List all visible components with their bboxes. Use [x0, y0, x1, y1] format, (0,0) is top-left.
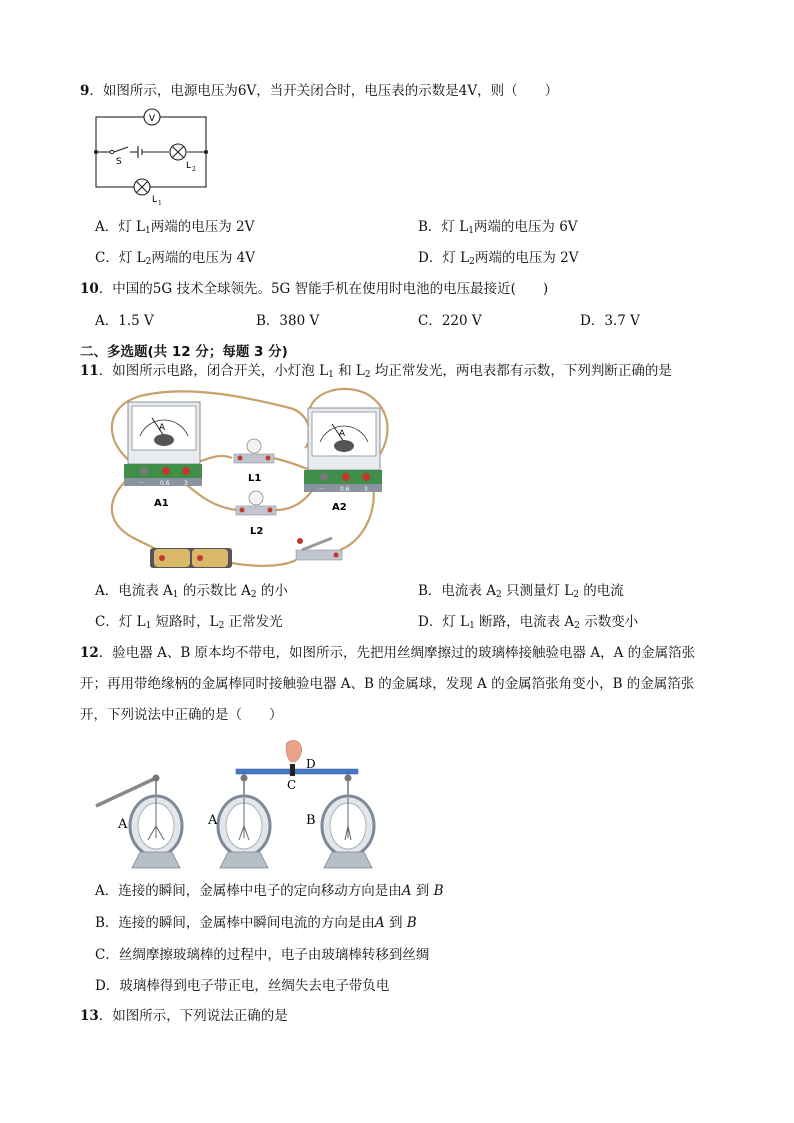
- a1-scale-max: 3: [184, 480, 188, 487]
- q12-electroscope-diagram: [90, 738, 390, 873]
- a1-scale-mid: 0.6: [160, 480, 170, 487]
- question-number: 12: [80, 645, 99, 661]
- a1-scale-min: －: [138, 480, 145, 487]
- switch-label: S: [116, 157, 122, 167]
- q9-circuit-diagram: [90, 106, 220, 206]
- q11-option-c[interactable]: C．灯 $L_1$ 短路时，$L_2$ 正常发光: [95, 614, 283, 631]
- question-9-stem: [80, 81, 558, 101]
- q9-option-b[interactable]: B．灯 $L_1$两端的电压为 6V: [418, 219, 578, 236]
- a2-scale-min: －: [318, 486, 325, 493]
- label-a-mid: A: [208, 813, 218, 828]
- label-b: B: [306, 813, 316, 828]
- a2-label: A2: [332, 502, 347, 513]
- electroscope-a-left-icon: [130, 775, 182, 869]
- question-10-stem: [80, 279, 548, 299]
- label-d: D: [306, 757, 316, 771]
- label-a-left: A: [118, 817, 128, 832]
- q12-option-a[interactable]: A．连接的瞬间，金属棒中电子的定向移动方向是由A 到 B: [95, 883, 444, 899]
- voltmeter-label: V: [148, 114, 156, 124]
- q11-option-a[interactable]: A．电流表 $A_1$ 的示数比 $A_2$ 的小: [95, 583, 288, 600]
- question-number: 10: [80, 281, 99, 297]
- question-text: ．中国的5G 技术全球领先。5G 智能手机在使用时电池的电压最接近( ): [98, 281, 549, 297]
- a2-scale-mid: 0.6: [340, 486, 350, 493]
- lamp1-subscript: 1: [158, 200, 162, 207]
- ammeter-a2-icon: [304, 408, 382, 492]
- lamp2-label: L: [186, 161, 192, 171]
- lamp-l2-icon: [236, 491, 276, 515]
- q9-option-d[interactable]: D．灯 $L_2$两端的电压为 2V: [418, 250, 579, 267]
- question-11-stem: 11．如图所示电路，闭合开关，小灯泡 $L_1$ 和 $L_2$ 均正常发光，两电表都有示数，下列判断正确的是: [80, 363, 672, 380]
- a2-scale-max: 3: [364, 486, 368, 493]
- q10-option-d[interactable]: D．3.7 V: [580, 313, 640, 329]
- q11-circuit-photo: [100, 388, 400, 573]
- lamp1-label: L: [152, 195, 158, 205]
- a1-meter-letter: A: [158, 423, 166, 433]
- label-c: C: [287, 778, 297, 792]
- question-number: 11: [80, 363, 99, 379]
- lamp-l1-icon: [234, 439, 274, 463]
- question-text: ．如图所示，电源电压为6V，当开关闭合时，电压表的示数是4V，则（ ）: [89, 83, 559, 99]
- q10-option-b[interactable]: B．380 V: [256, 313, 320, 329]
- lamp2-subscript: 2: [192, 166, 196, 173]
- battery-icon: [150, 548, 232, 568]
- a2-meter-letter: A: [338, 429, 346, 439]
- q12-option-c[interactable]: C．丝绸摩擦玻璃棒的过程中，电子由玻璃棒转移到丝绸: [95, 947, 430, 963]
- a1-label: A1: [154, 498, 169, 509]
- ammeter-a1-icon: [124, 402, 202, 486]
- q10-option-a[interactable]: A．1.5 V: [95, 313, 154, 329]
- q12-option-b[interactable]: B．连接的瞬间，金属棒中瞬间电流的方向是由A 到 B: [95, 915, 417, 931]
- switch-icon: [296, 538, 342, 560]
- question-12-stem-line2: 开；再用带绝缘柄的金属棒同时接触验电器 A、B 的金属球，发现 A 的金属箔张角变小，B 的金属箔张: [80, 676, 695, 692]
- l2-label: L2: [250, 526, 264, 537]
- section-title: 二、多选题(共 12 分；每题 3 分): [80, 344, 288, 360]
- question-text: ．如图所示，下列说法正确的是: [98, 1008, 288, 1024]
- electroscope-a-mid-icon: [218, 774, 270, 868]
- q9-option-a[interactable]: A．灯 $L_1$两端的电压为 2V: [95, 219, 255, 236]
- electroscope-b-icon: [322, 774, 374, 868]
- q12-option-d[interactable]: D．玻璃棒得到电子带正电，丝绸失去电子带负电: [95, 978, 390, 994]
- q9-option-c[interactable]: C．灯 $L_2$两端的电压为 4V: [95, 250, 255, 267]
- question-13-stem: [80, 1006, 288, 1026]
- q11-option-b[interactable]: B．电流表 $A_2$ 只测量灯 $L_2$ 的电流: [418, 583, 624, 600]
- question-number: 13: [80, 1008, 99, 1024]
- question-number: 9: [80, 83, 90, 99]
- question-12-stem-line1: 12．验电器 A、B 原本均不带电，如图所示，先把用丝绸摩擦过的玻璃棒接触验电器 A，A 的金属箔张: [80, 645, 696, 661]
- question-12-stem-line3: 开，下列说法中正确的是（ ）: [80, 707, 283, 723]
- q10-option-c[interactable]: C．220 V: [418, 313, 482, 329]
- q11-option-d[interactable]: D．灯 $L_1$ 断路，电流表 $A_2$ 示数变小: [418, 614, 639, 631]
- l1-label: L1: [248, 473, 262, 484]
